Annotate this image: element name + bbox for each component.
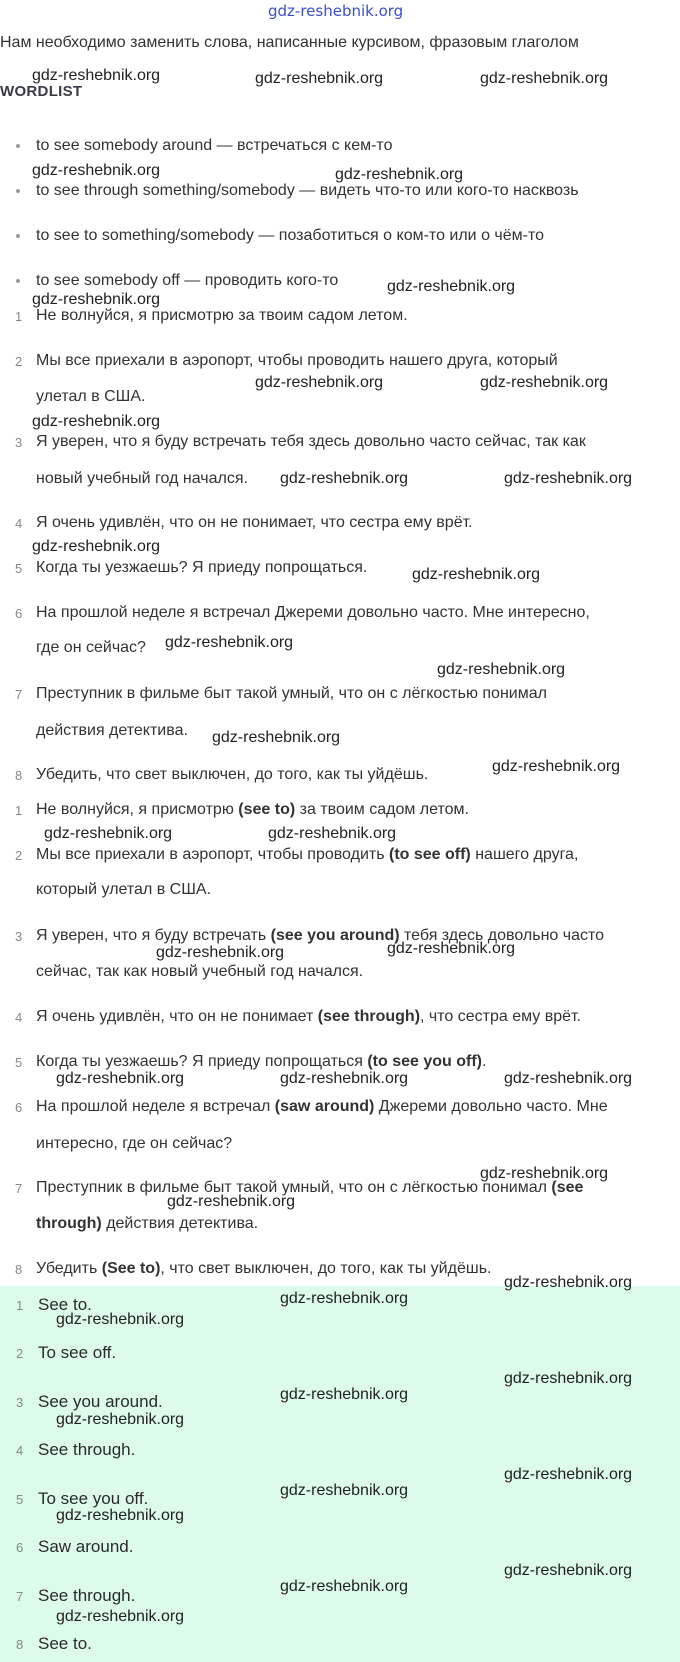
phrasal-verb: through) [36,1215,102,1232]
watermark: gdz-reshebnik.org [255,70,384,87]
watermark: gdz-reshebnik.org [280,1482,409,1499]
phrasal-verb: (See to) [101,1260,161,1277]
watermark: gdz-reshebnik.org [504,1370,633,1387]
phrasal-verb: (see you around) [270,927,400,944]
watermark: gdz-reshebnik.org [504,1562,633,1579]
task-intro: Нам необходимо заменить слова, написанные курсивом, фразовым глаголом [0,34,579,51]
watermark: gdz-reshebnik.org [165,634,294,651]
phrasal-verb: (to see you off) [367,1053,483,1070]
watermark: gdz-reshebnik.org [280,1578,409,1595]
watermark: gdz-reshebnik.org [280,1386,409,1403]
phrasal-verb: (saw around) [274,1098,375,1115]
watermark: gdz-reshebnik.org [32,538,161,555]
watermark: gdz-reshebnik.org [268,825,397,842]
watermark: gdz-reshebnik.org [280,470,409,487]
watermark: gdz-reshebnik.org [480,1165,609,1182]
watermark: gdz-reshebnik.org [156,944,285,961]
phrasal-verb: (see to) [238,801,296,818]
watermark: gdz-reshebnik.org [480,70,609,87]
watermark: gdz-reshebnik.org [56,1070,185,1087]
wordlist-heading: WORDLIST [0,83,83,100]
bullet-icon [16,234,20,238]
watermark: gdz-reshebnik.org [32,67,161,84]
watermark: gdz-reshebnik.org [32,162,161,179]
watermark: gdz-reshebnik.org [44,825,173,842]
watermark: gdz-reshebnik.org [212,729,341,746]
watermark: gdz-reshebnik.org [504,1466,633,1483]
watermark: gdz-reshebnik.org [56,1507,185,1524]
watermark: gdz-reshebnik.org [335,166,464,183]
watermark: gdz-reshebnik.org [504,1070,633,1087]
watermark: gdz-reshebnik.org [56,1608,185,1625]
watermark: gdz-reshebnik.org [387,940,516,957]
watermark: gdz-reshebnik.org [492,758,621,775]
watermark: gdz-reshebnik.org [480,374,609,391]
site-header[interactable]: gdz-reshebnik.org [268,2,404,20]
watermark: gdz-reshebnik.org [56,1411,185,1428]
watermark: gdz-reshebnik.org [387,278,516,295]
watermark: gdz-reshebnik.org [280,1070,409,1087]
watermark: gdz-reshebnik.org [412,566,541,583]
watermark: gdz-reshebnik.org [255,374,384,391]
watermark: gdz-reshebnik.org [437,661,566,678]
phrasal-verb: (see through) [317,1008,421,1025]
watermark: gdz-reshebnik.org [167,1193,296,1210]
watermark: gdz-reshebnik.org [280,1290,409,1307]
bullet-icon [16,189,20,193]
bullet-icon [16,279,20,283]
watermark: gdz-reshebnik.org [56,1311,185,1328]
phrasal-verb: (see [551,1179,584,1196]
watermark: gdz-reshebnik.org [32,291,161,308]
phrasal-verb: (to see off) [388,846,471,863]
watermark: gdz-reshebnik.org [504,1274,633,1291]
watermark: gdz-reshebnik.org [504,470,633,487]
bullet-icon [16,144,20,148]
watermark: gdz-reshebnik.org [32,413,161,430]
